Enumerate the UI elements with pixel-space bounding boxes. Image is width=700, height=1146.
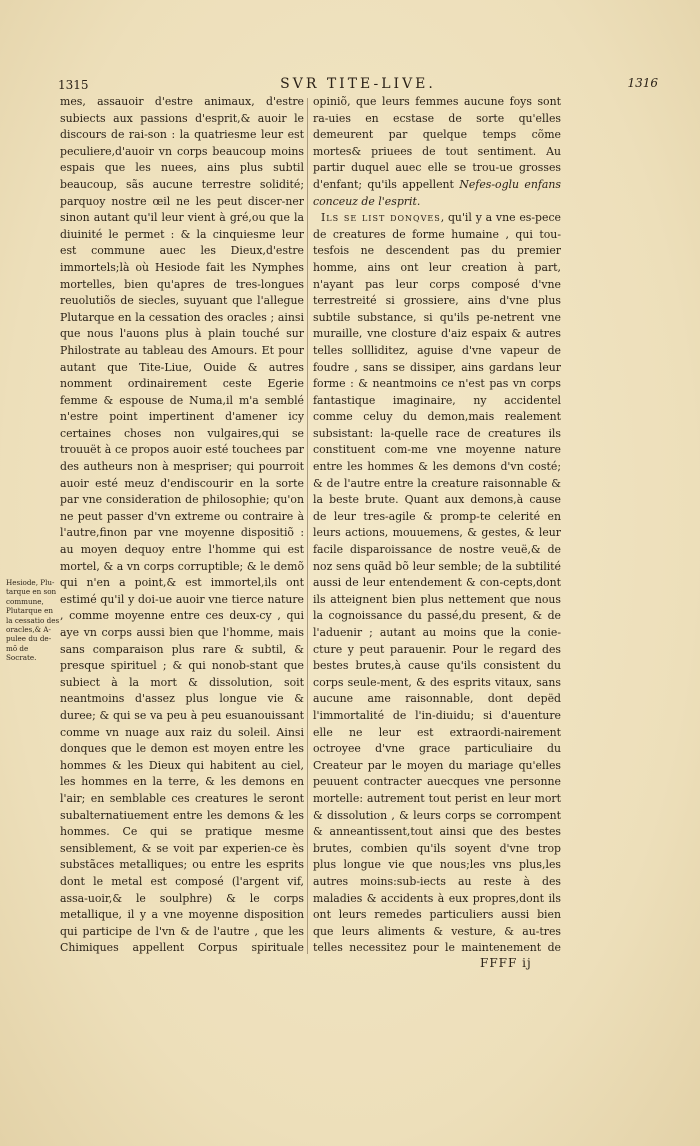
left-column-text: mes, assauoir d'estre animaux, d'estre subiects aux passions d'esprit,& auoir le discours de rai-son : la quatriesme leur est peculiere,d'auoir vn corps beaucoup moins espais que les nuees, ains plus subtil beaucoup, sãs aucune terrestre solidité; parquoy nostre œil ne les peut discer-ner sinon autant qu'il leur vient à gré,ou que la diuinité le permet : & la cinquiesme leur est commune auec les Dieux,d'estre immortels;là où Hesiode fait les Nymphes mortelles, bien qu'apres de tres-longues reuolutiõs de siecles, suyuant que l'allegue Plutarque en la cessation des oracles ; ainsi que nous l'auons plus à plain touché sur Philostrate au tableau des Amours. Et pour autant que Tite-Liue, Ouide & autres nomment ordinairement ceste Egerie femme & espouse de Numa,il m'a semblé n'estre point impertinent d'amener icy certaines choses non vulgaires,qui se trouuët à ce propos auoir esté touchees par des autheurs non à mespriser; qui pourroit auoir esté meuz d'endiscourir en la sorte par vne consideration de philosophie; qu'on ne peut passer d'vn extreme ou contraire à l'autre,finon par vne moyenne dispositiõ : au moyen dequoy entre l'homme qui est mortel, & a vn corps corruptible; & le demõ qui n'en a point,& est immortel,ils ont estimé qu'il y doi-ue auoir vne tierce nature , comme moyenne entre ces deux-cy , qui aye vn corps aussi bien que l'homme, mais sans comparaison plus rare & subtil, & presque spirituel ; & qui nonob-stant que subiect à la mort & dissolution, soit neantmoins d'assez plus longue vie & duree; & qui se va peu à peu esuanouissant comme vn nuage aux raiz du soleil. Ainsi donques que le demon est moyen entre les hommes & les Dieux qui habitent au ciel, les hommes en la terre, & les demons en l'air; en semblable ces creatures le seront subalternatiuement entre les demons & les hommes. Ce qui se pratique mesme sensiblement, & se voit par experien-ce ès substãces metalliques; ou entre les esprits dont le metal est composé (l'argent vif, assa-uoir,& le soulphre) & le corps metallique, il y a vne moyenne disposition qui participe de l'vn & de l'autre , que les Chimiques appellent Corpus spirituale xyxy=(60,95,304,955)
signature-mark: FFFF ij xyxy=(480,956,532,970)
right-column-body: , qu'il y a vne es-pece de creatures de forme humaine , qui tou-tesfois ne descendent pas du premier homme, ains ont leur creation à part, n'ayant pas leur corps composé d'vne terrestreité si grossiere, ains d'vne plus subtile substance, si qu'ils pe-netrent vne muraille, vne closture d'aiz espaix & autres telles sollliditez, aguise d'vne vapeur de foudre , sans se dissiper, ains gardans leur forme : & neantmoins ce n'est pas vn corps fantastique imaginaire, ny accidentel comme celuy du demon,mais realement subsistant: la-quelle race de creatures ils constituent com-me vne moyenne nature entre les hommes & les demons d'vn costé; & de l'autre entre la creature raisonnable & la beste brute. Quant aux demons,à cause de leur tres-agile & promp-te celerité en leurs actions, mouuemens, & gestes, & leur facile disparoissance de nostre veuë,& de noz sens quãd bõ leur semble; de la subtilité aussi de leur entendement & con-cepts,dont ils atteignent bien plus nettement que nous la cognoissance du passé,du present, & de l'aduenir ; autant au moins que la conie-cture y peut parauenir. Pour le regard des bestes brutes,à cause qu'ils consistent du corps seule-ment, & des esprits vitaux, sans aucune ame raisonnable, dont depëd l'immortalité de l'in-diuidu; si d'auenture elle ne leur est extraordi-nairement octroyee d'vne grace particuliaire du Createur par le moyen du mariage qu'elles peuuent contracter auecques vne personne mortelle: autrement tout perist en leur mort & dissolution , & leurs corps se corrompent & anneantissent,tout ainsi que des bestes brutes, combien qu'ils soyent d'vne trop plus longue vie que nous;les vns plus,les autres moins:sub-iects au reste à des maladies & accidents à eux propres,dont ils ont leurs remedes particuliers aussi bien que leurs aliments & vesture, & au-tres telles necessitez pour le maintenement de xyxy=(313,211,561,955)
right-column-lead: Ils se list donqves xyxy=(321,211,441,225)
page-number-left: 1315 xyxy=(58,78,89,92)
page-number-right: 1316 xyxy=(627,76,658,90)
right-column xyxy=(313,94,561,956)
running-title: SVR TITE-LIVE. xyxy=(280,76,436,92)
right-column-intro: opiniõ, que leurs femmes aucune foys sont ra-uies en ecstase de sorte qu'elles demeurent par quelque temps cõme mortes& priuees de tout sentiment. Au partir duquel auec elle se trou-ue grosses d'enfant; qu'ils appellent xyxy=(313,95,561,191)
margin-note: Hesiode, Plu-tarque en son commune, Plutarque en la cessatio des oracles,& A-pulee du de-mõ de Socrate. xyxy=(6,578,60,663)
running-header xyxy=(58,76,658,96)
right-column-text xyxy=(313,94,561,956)
right-column-italic: Nefes-oglu enfans conceuz de l'esprit. xyxy=(313,177,561,208)
column-divider xyxy=(307,98,308,954)
left-column xyxy=(60,94,304,956)
